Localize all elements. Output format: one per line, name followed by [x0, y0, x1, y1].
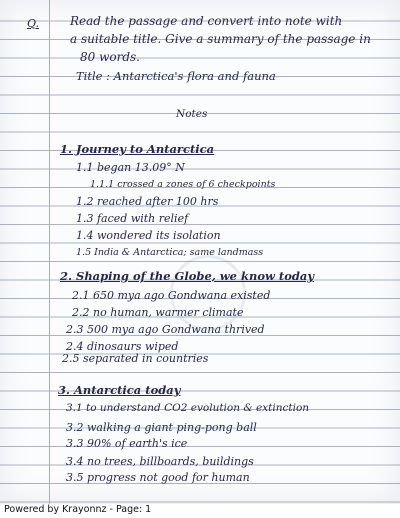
notes-heading: Notes: [176, 108, 208, 120]
section-3-item-5: 3.5 progress not good for human: [66, 471, 250, 484]
margin-line: [49, 0, 50, 504]
section-3-item-2: 3.2 walking a giant ping-pong ball: [66, 421, 257, 434]
section-3-item-4: 3.4 no trees, billboards, buildings: [66, 455, 254, 468]
question-number: Q.: [27, 17, 39, 30]
section-3-item-1: 3.1 to understand CO2 evolution & extinction: [66, 402, 310, 414]
section-1-heading: 1. Journey to Antarctica: [60, 142, 215, 156]
section-1-item-5: 1.4 wondered its isolation: [76, 229, 221, 242]
section-2-heading: 2. Shaping of the Globe, we know today: [60, 269, 315, 283]
section-1-item-3: 1.2 reached after 100 hrs: [76, 195, 219, 208]
section-1-item-1: 1.1 began 13.09° N: [76, 161, 185, 174]
footer-caption: Powered by Krayonnz - Page: 1: [0, 504, 400, 518]
section-2-item-4: 2.4 dinosaurs wiped: [66, 340, 179, 353]
section-2-item-1: 2.1 650 mya ago Gondwana existed: [72, 289, 271, 302]
section-2-item-5: 2.5 separated in countries: [62, 352, 209, 365]
question-line-2: a suitable title. Give a summary of the passage in: [70, 32, 371, 46]
section-1-item-4: 1.3 faced with relief: [76, 212, 189, 225]
question-line-1: Read the passage and convert into note with: [70, 14, 343, 28]
section-3-item-3: 3.3 90% of earth's ice: [66, 437, 188, 450]
section-3-heading: 3. Antarctica today: [58, 383, 181, 397]
section-1-item-2: 1.1.1 crossed a zones of 6 checkpoints: [90, 179, 276, 190]
question-line-3: 80 words.: [80, 50, 140, 64]
section-2-item-3: 2.3 500 mya ago Gondwana thrived: [66, 323, 265, 336]
notes-title: Title : Antarctica's flora and fauna: [76, 69, 276, 83]
section-2-item-2: 2.2 no human, warmer climate: [72, 306, 244, 319]
section-1-item-6: 1.5 India & Antarctica; same landmass: [76, 247, 264, 258]
